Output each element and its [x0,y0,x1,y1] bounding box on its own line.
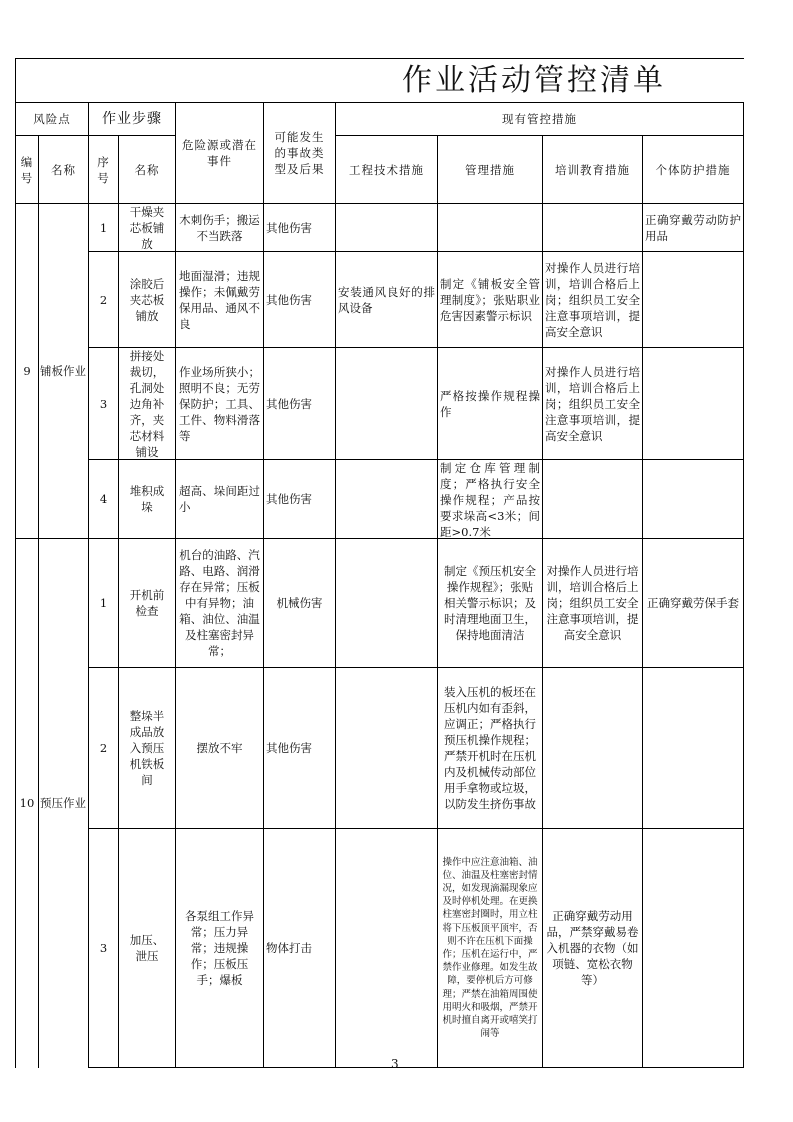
header-existing-controls: 现有管控措施 [502,112,577,126]
risk-name: 预压作业 [40,796,86,810]
step-management: 严格按操作规程操作 [440,388,540,419]
header-ppe: 个体防护措施 [655,162,731,177]
step-management: 制定仓库管理制度；严格执行安全操作规程；产品按要求垛高<3米；间距>0.7米 [440,461,540,538]
step-engineering: 安装通风良好的排风设备 [338,284,435,315]
step-engineering [336,539,437,667]
step-management [438,204,542,251]
step-seq: 1 [99,596,108,610]
step-ppe [643,829,743,1067]
step-management: 制定《铺板安全管理制度》；张贴职业危害因素警示标识 [440,276,540,323]
step-hazard: 机台的油路、汽路、电路、润滑存在异常；压板中有异物；油箱、油位、油温及柱塞密封异常； [179,548,260,658]
step-name: 加压、泄压 [129,933,165,963]
header-engineering: 工程技术措施 [349,162,424,177]
step-hazard: 地面湿滑；违规操作；未佩戴劳保用品、通风不良 [179,268,260,331]
step-ppe [643,348,743,459]
step-management: 装入压机的板坯在压机内如有歪斜，应调正；严格执行预压机操作规程；严禁开机时在压机内及机械传动部位用手拿物或垃圾，以防发生挤伤事故 [444,685,536,811]
step-name: 堆积成垛 [129,484,165,514]
step-accident: 其他伤害 [266,741,312,755]
header-risk-name: 名称 [51,162,76,177]
step-accident: 其他伤害 [266,396,312,411]
step-name: 干燥夹芯板铺放 [129,204,165,251]
step-engineering [336,829,437,1067]
page-number: 3 [391,1057,399,1071]
step-engineering [336,348,437,459]
risk-no: 9 [23,364,31,378]
step-ppe: 正确穿戴劳保手套 [647,596,739,610]
step-engineering [336,204,437,251]
header-training: 培训教育措施 [555,162,630,177]
step-hazard: 木刺伤手；搬运不当跌落 [179,212,260,243]
step-engineering [336,460,437,538]
header-accident-type: 可能发生的事故类型及后果 [274,130,325,176]
header-step-name: 名称 [134,162,160,177]
step-hazard: 作业场所狭小；照明不良；无劳保防护；工具、工件、物料滑落等 [179,364,260,443]
risk-name: 铺板作业 [40,364,86,378]
step-management: 制定《预压机安全操作规程》；张贴相关警示标识；及时清理地面卫生，保持地面清洁 [444,564,536,642]
header-hazard: 危险源或潜在事件 [182,138,257,168]
header-step-no: 序号 [97,154,110,185]
step-accident: 其他伤害 [266,492,312,506]
table-border-right [743,102,744,1068]
step-hazard: 摆放不牢 [196,741,243,755]
step-seq: 2 [99,292,108,307]
step-seq: 1 [99,220,108,235]
step-ppe: 正确穿戴劳动防护用品 [645,212,741,243]
step-ppe [643,668,743,828]
step-training [543,460,642,538]
header-management: 管理措施 [465,162,515,177]
step-seq: 3 [99,941,108,955]
step-accident: 物体打击 [266,941,312,955]
step-training: 对操作人员进行培训，培训合格后上岗；组织员工安全注意事项培训，提高安全意识 [545,260,640,339]
header-work-step: 作业步骤 [102,111,162,127]
step-accident: 其他伤害 [266,292,312,307]
step-name: 拼接处裁切，孔洞处边角补齐，夹芯材料铺设 [129,348,165,459]
step-accident: 其他伤害 [266,220,312,235]
step-seq: 4 [99,492,108,506]
step-hazard: 各泵组工作异常；压力异常；违规操作；压板压手；爆板 [185,909,254,987]
step-training: 正确穿戴劳动用品，严禁穿戴易卷入机器的衣物（如项链、宽松衣物等） [546,909,639,987]
step-management: 操作中应注意油箱、油位、油温及柱塞密封情况，如发现滴漏现象应及时停机处理。在更换柱塞密封圈时，用立柱将下压板顶平顶牢，否则不许在压机下面操作；压机在运行中，严禁作业修理。如发生故障，要停机后方可修理；严禁在油箱周围使用明火和吸烟，严禁开机时擅自离开或嘻笑打闹等 [442,856,538,1040]
step-training [543,668,642,828]
step-ppe [643,252,743,347]
table-border-top [15,58,744,59]
step-accident: 机械伤害 [276,596,323,610]
table-border-bottom [88,1067,744,1068]
step-seq: 3 [99,396,108,411]
document-title: 作业活动管控清单 [402,63,666,98]
step-seq: 2 [99,741,108,755]
step-name: 开机前检查 [129,588,165,618]
step-hazard: 超高、垛间距过小 [179,484,260,514]
step-name: 整垛半成品放入预压机铁板间 [129,709,165,787]
step-engineering [336,668,437,828]
header-risk-no: 编号 [20,154,34,185]
step-training: 对操作人员进行培训，培训合格后上岗；组织员工安全注意事项培训，提高安全意识 [546,564,639,642]
step-ppe [643,460,743,538]
header-risk-point: 风险点 [33,112,71,126]
step-training [543,204,642,251]
step-name: 涂胶后夹芯板铺放 [129,276,165,323]
risk-no: 10 [19,796,35,810]
step-training: 对操作人员进行培训，培训合格后上岗；组织员工安全注意事项培训，提高安全意识 [545,364,640,443]
